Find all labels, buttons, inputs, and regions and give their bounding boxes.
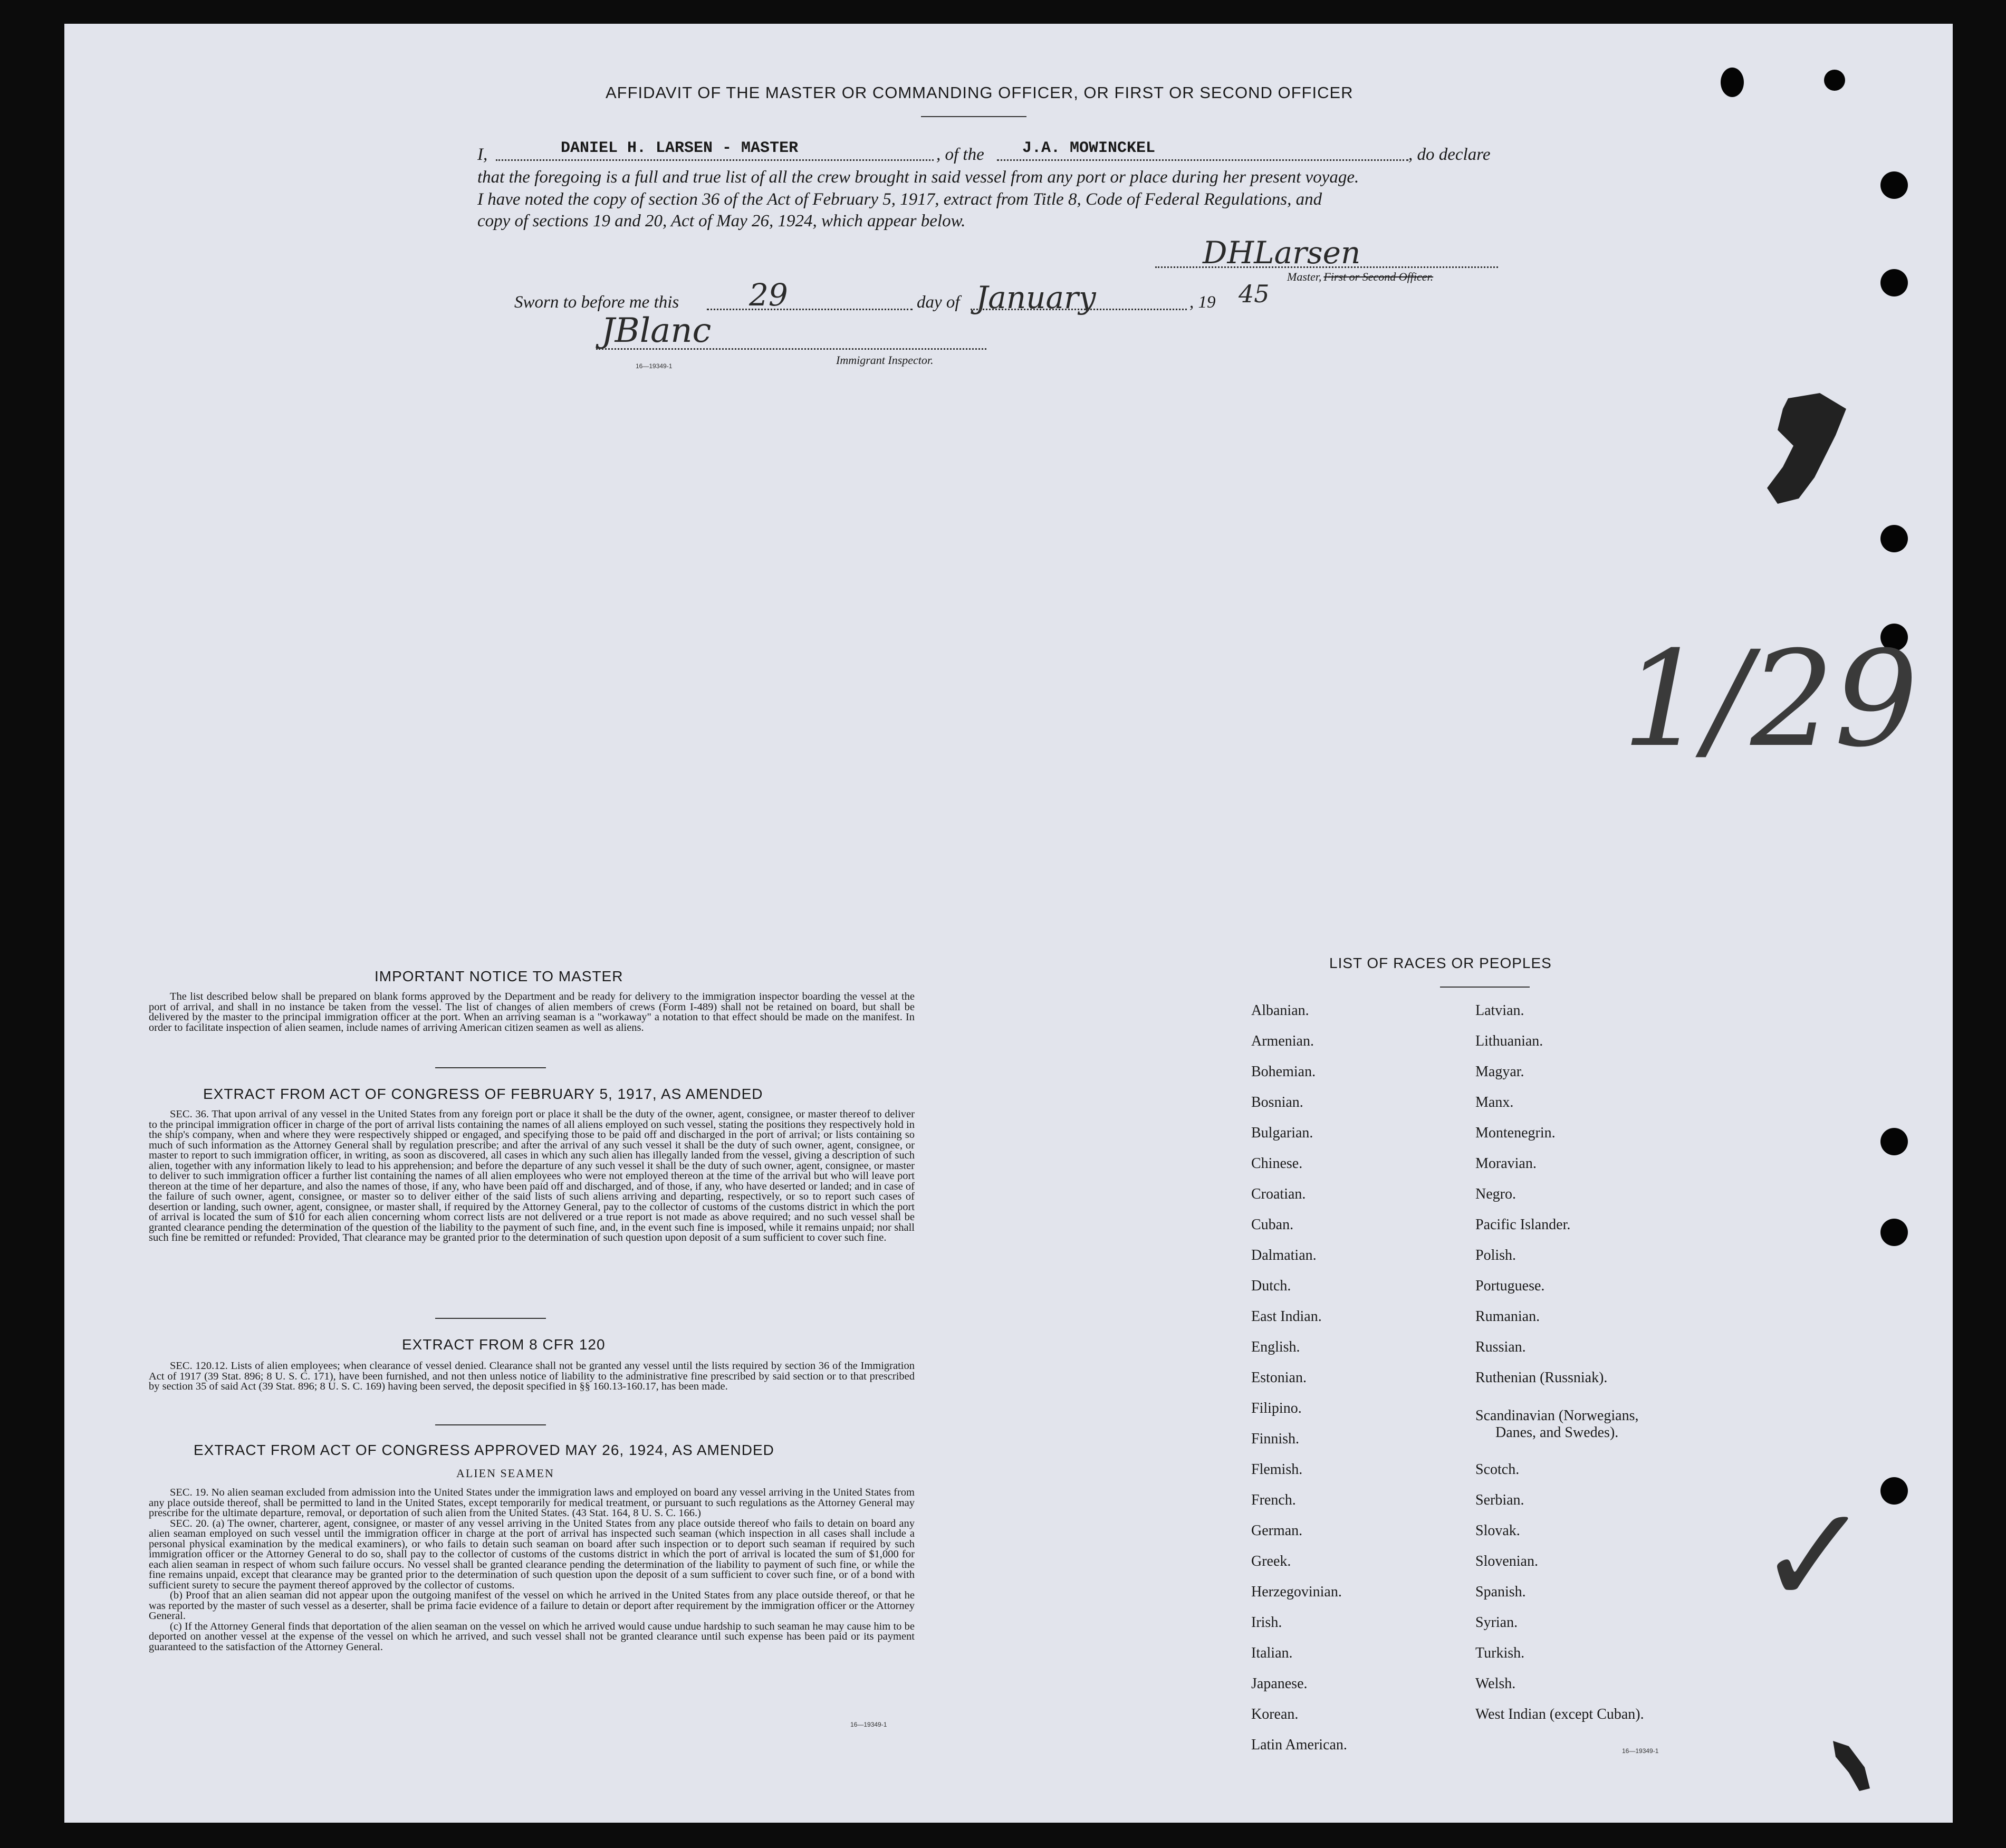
declare-prefix: I, <box>477 145 488 164</box>
race-item: Danes, and Swedes). <box>1495 1424 1619 1441</box>
race-item: Rumanian. <box>1475 1308 1540 1325</box>
punch-hole <box>1880 269 1908 296</box>
race-item: Korean. <box>1251 1706 1299 1722</box>
race-item: Magyar. <box>1475 1064 1524 1080</box>
extract-1917-text <box>149 1109 915 1243</box>
race-item: Herzegovinian. <box>1251 1584 1342 1600</box>
notice-text <box>149 992 915 1033</box>
notice-title: IMPORTANT NOTICE TO MASTER <box>375 968 623 984</box>
inspector-signature: JBlanc <box>601 311 712 350</box>
race-item: Italian. <box>1251 1645 1293 1661</box>
race-item: Bohemian. <box>1251 1064 1316 1080</box>
day-of-label: day of <box>917 293 960 312</box>
race-item: Dalmatian. <box>1251 1247 1317 1263</box>
punch-hole <box>1721 68 1744 97</box>
master-name: DANIEL H. LARSEN - MASTER <box>561 139 799 157</box>
master-caption <box>1287 270 1433 284</box>
vessel-line <box>997 159 1408 161</box>
race-item: Armenian. <box>1251 1033 1314 1049</box>
extract-cfr-text <box>149 1361 915 1392</box>
race-item: Finnish. <box>1251 1431 1300 1447</box>
corner-smudge <box>1828 1736 1875 1794</box>
sec-120-paragraph: SEC. 120.12. Lists of alien employees; when clearance of vessel denied. Clearance shall not be granted any vessel until the lists required by section 36 of the Immigration Act of 1917 (39 Stat. 896; 8 U. S. C. 171), have been furnished, and not then unless notice of liability to the administrative fine prescribed by said section or to that prescribed by section 35 of said Act (39 Stat. 896; 8 U. S. C. 169) having been served, the deposit specified in §§ 160.13-160.17, has been made. <box>149 1360 915 1392</box>
race-item: English. <box>1251 1339 1300 1355</box>
race-item: Scandinavian (Norwegians, <box>1475 1407 1639 1424</box>
race-item: Portuguese. <box>1475 1278 1545 1294</box>
race-item: German. <box>1251 1523 1303 1539</box>
affidavit-line-2: that the foregoing is a full and true list of all the crew brought in said vessel from any port or place during her present voyage. <box>477 168 1359 187</box>
race-item: Latvian. <box>1475 1002 1524 1019</box>
year-prefix: , 19 <box>1189 293 1216 312</box>
punch-hole <box>1880 1477 1908 1505</box>
race-item: Pacific Islander. <box>1475 1217 1571 1233</box>
sec-36-paragraph: SEC. 36. That upon arrival of any vessel in the United States from any foreign port or place it shall be the duty of the owner, agent, consignee, or master thereof to deliver to the principal immigration officer in charge of the port of arrival lists containing the names of all aliens employed on such vessel, stating the positions they respectively hold in the ship's company, when and where they were respectively shipped or engaged, and specifying those to be paid off and discharged in the port of arrival; or lists containing so much of such information as the Attorney General shall by regulation prescribe; and after the arrival of any such vessel it shall be the duty of such owner, agent, consignee, or master to report to such immigration officer, in writing, as soon as discovered, all cases in which any such alien has illegally landed from the vessel, giving a description of such alien, together with any information likely to lead to his apprehension; and before the departure of any such vessel it shall be the duty of such owner, agent, consignee, or master to deliver to such immigration officer a further list containing the names of all alien employees who were not employed thereon at the time of the arrival but who will leave port thereon at the time of her departure, and also the names of those, if any, who have been paid off and discharged, and of those, if any, who have deserted or landed; and in case of the failure of such owner, agent, consignee, or master so to deliver either of the said lists of such aliens arriving and departing, respectively, or so to report such cases of desertion or landing, such owner, agent, consignee, or master shall, if required by the Attorney General, pay to the collector of customs of the customs district in which the port of arrival is located the sum of $10 for each alien concerning whom correct lists are not delivered or a true report is not made as above required; and no such vessel shall be granted clearance pending the determination of the question of the liability to the payment of such fine, and, in the event such fine is imposed, while it remains unpaid; nor shall such fine be remitted or refunded: Provided, That clearance may be granted prior to the determination of such question upon deposit of a sum sufficient to cover such fine. <box>149 1108 915 1243</box>
master-signature-line <box>1155 266 1498 268</box>
race-item: Slovak. <box>1475 1523 1520 1539</box>
race-item: Turkish. <box>1475 1645 1525 1661</box>
of-the-label: , of the <box>936 145 984 164</box>
race-item: Moravian. <box>1475 1155 1537 1172</box>
section-rule <box>435 1424 546 1425</box>
race-item: Negro. <box>1475 1186 1516 1202</box>
race-item: Estonian. <box>1251 1370 1307 1386</box>
race-item: Serbian. <box>1475 1492 1524 1508</box>
sec-20a-paragraph: SEC. 20. (a) The owner, charterer, agent, consignee, or master of any vessel arriving in the United States from any place outside thereof who fails to detain on board any alien seaman employed on such vessel until the immigration officer in charge at the port of arrival has inspected such seaman (which inspection in all cases shall include a personal physical examination by the medical examiners), or who fails to detain such seaman on board after such inspection or to deport such seaman if required by such immigration officer or the Attorney General to do so, shall pay to the collector of customs of the customs district in which the port of arrival is located the sum of $1,000 for each alien seaman in respect of whom such failure occurs. No vessel shall be granted clearance pending the determination of the liability to payment of such fine, or while the fine remains unpaid, except that clearance may be granted prior to the determination of such question upon the deposit of a sum sufficient to cover such fine, or of a bond with sufficient surety to secure the payment thereof approved by the collector of customs. <box>149 1517 915 1591</box>
extract-1924-text <box>149 1488 915 1652</box>
punch-hole <box>1880 171 1908 199</box>
punch-hole <box>1880 1219 1908 1246</box>
master-signature: DHLarsen <box>1203 235 1361 271</box>
form-number-bottom-right: 16—19349-1 <box>1622 1747 1659 1755</box>
race-item: Flemish. <box>1251 1461 1303 1478</box>
races-title-rule <box>1440 987 1530 988</box>
inspector-caption: Immigrant Inspector. <box>836 353 934 367</box>
race-item: Welsh. <box>1475 1675 1516 1692</box>
race-item: Bulgarian. <box>1251 1125 1313 1141</box>
inspector-line <box>596 348 986 350</box>
race-item: Irish. <box>1251 1614 1282 1631</box>
race-item: Japanese. <box>1251 1675 1308 1692</box>
race-item: Scotch. <box>1475 1461 1520 1478</box>
master-caption-label: Master, <box>1287 270 1322 283</box>
race-item: Russian. <box>1475 1339 1526 1355</box>
race-item: West Indian (except Cuban). <box>1475 1706 1644 1722</box>
extract-1917-title: EXTRACT FROM ACT OF CONGRESS OF FEBRUARY 5, 1917, AS AMENDED <box>203 1086 763 1102</box>
race-item: Slovenian. <box>1475 1553 1538 1569</box>
race-item: Filipino. <box>1251 1400 1302 1416</box>
race-item: Syrian. <box>1475 1614 1518 1631</box>
race-item: Dutch. <box>1251 1278 1291 1294</box>
race-item: Latin American. <box>1251 1737 1347 1753</box>
race-item: Albanian. <box>1251 1002 1309 1019</box>
affidavit-title: AFFIDAVIT OF THE MASTER OR COMMANDING OFFICER, OR FIRST OR SECOND OFFICER <box>606 83 1354 102</box>
alien-seamen-subtitle: ALIEN SEAMEN <box>456 1467 554 1480</box>
punch-hole <box>1880 525 1908 552</box>
sworn-month-line <box>971 309 1187 310</box>
race-item: Bosnian. <box>1251 1094 1303 1110</box>
form-number-bottom-left: 16—19349-1 <box>850 1721 887 1728</box>
affidavit-line-3: I have noted the copy of section 36 of the Act of February 5, 1917, extract from Title 8, Code of Federal Regulations, and <box>477 190 1322 209</box>
sec-19-paragraph: SEC. 19. No alien seaman excluded from admission into the United States under the immigration laws and employed on board any vessel arriving in the United States from any place outside thereof, shall be permitted to land in the United States, except temporarily for medical treatment, or pursuant to such regulations as the Attorney General may prescribe for the ultimate departure, removal, or deportation of such alien from the United States. (43 Stat. 164, 8 U. S. C. 166.) <box>149 1487 915 1519</box>
race-item: Cuban. <box>1251 1217 1294 1233</box>
race-item: Chinese. <box>1251 1155 1303 1172</box>
race-item: Ruthenian (Russniak). <box>1475 1370 1608 1386</box>
section-rule <box>435 1318 546 1319</box>
sworn-day: 29 <box>749 277 788 313</box>
sworn-month: January <box>976 280 1096 315</box>
extract-cfr-title: EXTRACT FROM 8 CFR 120 <box>402 1336 606 1353</box>
title-rule <box>921 116 1026 117</box>
handwritten-check-mark: ✓ <box>1757 1477 1871 1636</box>
race-item: Lithuanian. <box>1475 1033 1543 1049</box>
sworn-day-line <box>707 309 913 310</box>
race-item: Spanish. <box>1475 1584 1526 1600</box>
vessel-name: J.A. MOWINCKEL <box>1022 139 1156 157</box>
year-suffix: 45 <box>1239 280 1270 308</box>
race-item: Montenegrin. <box>1475 1125 1556 1141</box>
section-rule <box>435 1067 546 1068</box>
race-item: Croatian. <box>1251 1186 1306 1202</box>
sworn-label: Sworn to before me this <box>514 293 679 312</box>
officer-caption-struck: First or Second Officer. <box>1323 270 1434 283</box>
sec-20c-paragraph: (c) If the Attorney General finds that deportation of the alien seaman on the vessel on which he arrived would cause undue hardship to such seaman he may cause him to be deported on another vessel at the expense of the vessel on which he arrived, and such vessel shall not be granted clearance until such expense has been paid or its payment guaranteed to the satisfaction of the Attorney General. <box>149 1620 915 1653</box>
race-item: Greek. <box>1251 1553 1291 1569</box>
form-number-top: 16—19349-1 <box>636 362 673 370</box>
punch-hole <box>1880 1128 1908 1155</box>
races-title: LIST OF RACES OR PEOPLES <box>1329 955 1552 971</box>
sec-20b-paragraph: (b) Proof that an alien seaman did not appear upon the outgoing manifest of the vessel on which he arrived in the United States from any place outside thereof, or that he was reported by the master of such vessel as a deserter, shall be prima facie evidence of a failure to detain or deport after requirement by the immigration officer or the Attorney General. <box>149 1590 915 1622</box>
affidavit-line-4: copy of sections 19 and 20, Act of May 26, 1924, which appear below. <box>477 212 966 231</box>
punch-hole <box>1824 70 1845 91</box>
race-item: East Indian. <box>1251 1308 1322 1325</box>
handwritten-date-mark: 1/29 <box>1622 623 1918 776</box>
notice-paragraph: The list described below shall be prepared on blank forms approved by the Department and be ready for delivery to the immigration inspector boarding the vessel at the port of arrival, and shall in no instance be taken from the vessel. The list of changes of alien members of crews (Form I-489) shall not be retained on board, but shall be delivered by the master to the principal immigration officer at the port. When an arriving seaman is a "workaway" a notation to that effect should be made on the manifest. In order to facilitate inspection of alien seamen, include names of arriving American citizen seamen as well as aliens. <box>149 991 915 1033</box>
race-item: Polish. <box>1475 1247 1517 1263</box>
do-declare-label: , do declare <box>1408 145 1491 164</box>
master-name-line <box>496 159 934 161</box>
ink-blot <box>1757 388 1851 509</box>
race-item: Manx. <box>1475 1094 1514 1110</box>
race-item: French. <box>1251 1492 1296 1508</box>
extract-1924-title: EXTRACT FROM ACT OF CONGRESS APPROVED MAY 26, 1924, AS AMENDED <box>194 1442 774 1458</box>
